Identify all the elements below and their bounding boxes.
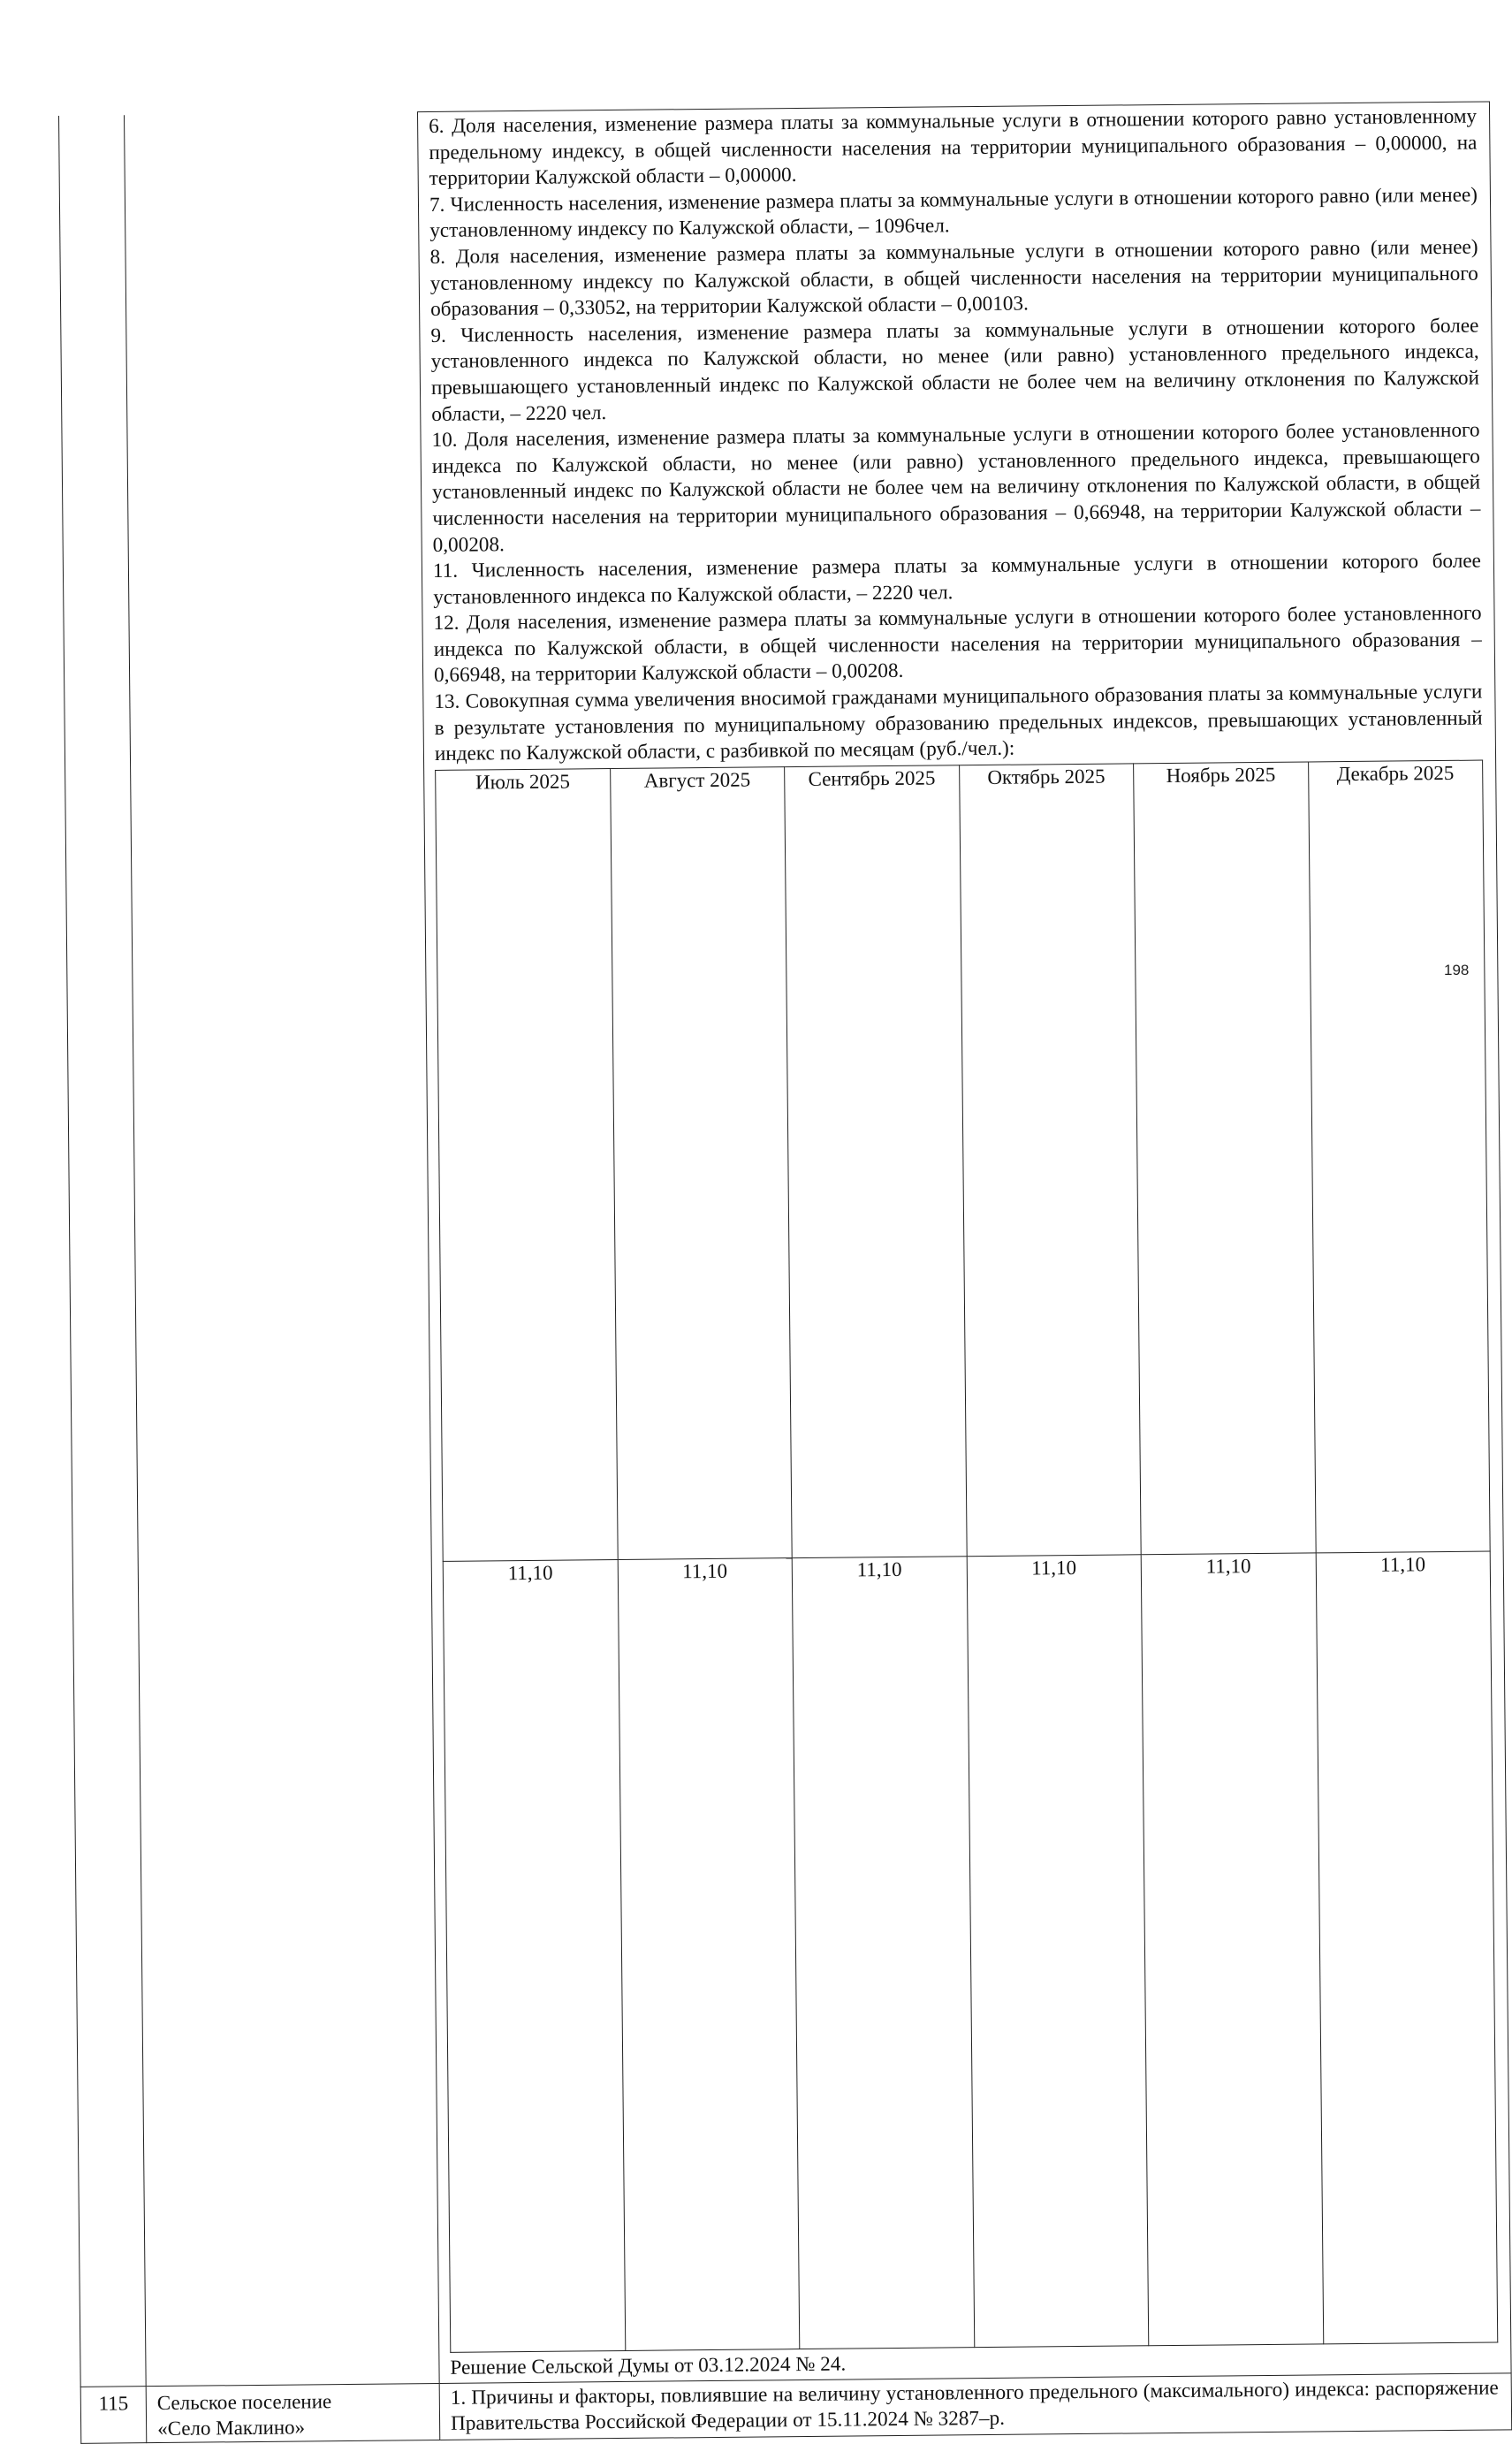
month-value: 11,10: [792, 1557, 974, 2349]
paragraph-11: 11. Численность населения, изменение размера платы за коммунальные услуги в отношении которого более установленного индекса по Калужской области, – 2220 чел.: [432, 549, 1482, 609]
month-value: 11,10: [1316, 1551, 1498, 2344]
municipality-name-line1: Сельское поселение: [156, 2389, 332, 2414]
month-header: Июль 2025: [436, 768, 618, 1561]
paragraph-10: 10. Доля населения, изменение размера платы за коммунальные услуги в отношении которого более установленного индекса по Калужской области, но менее (или равно) установленного предельного индекса, превышающего установленный индекс по Калужской области не более чем на величину отклонения по Калужской области, в общей численности населения на территории муниципального образования – 0,66948, на территории Калужской области – 0,00208.: [431, 418, 1481, 557]
paragraph-9: 9. Численность населения, изменение размера платы за коммунальные услуги в отношении которого более установленного индекса по Калужской области, но менее (или равно) установленного предельного индекса, превышающего установленный индекс по Калужской области не более чем на величину отклонения по Калужской области, – 2220 чел.: [430, 314, 1480, 426]
months-values-row: [443, 1551, 1498, 2352]
paragraph-13: 13. Совокупная сумма увеличения вносимой гражданами муниципального образования платы за коммунальные услуги в результате установления по муниципальному образованию предельных индексов, превышающих установленный индекс по Калужской области, с разбивкой по месяцам (руб./чел.):: [434, 680, 1483, 766]
month-value: 11,10: [1141, 1553, 1323, 2346]
council-decision: Решение Сельской Думы от 03.12.2024 № 24.: [450, 2352, 847, 2379]
row-115-text: 1. Причины и факторы, повлиявшие на величину установленного предельного (максимального) индекса: распоряжение Правительства Российской Федерации от 15.11.2024 № 3287–р.: [450, 2376, 1499, 2436]
row-115-details-cell: [439, 2373, 1512, 2440]
month-value: 11,10: [618, 1557, 800, 2350]
details-cell: [417, 102, 1511, 2383]
municipal-index-table: [58, 101, 1512, 2443]
paragraph-6: 6. Доля населения, изменение размера платы за коммунальные услуги в отношении которого равно установленному предельному индексу, в общей численности населения на территории муниципального образования – 0,00000, на территории Калужской области – 0,00000.: [429, 104, 1478, 191]
details-text: [418, 102, 1511, 2382]
month-value: 11,10: [967, 1555, 1149, 2348]
month-header: Сентябрь 2025: [785, 765, 967, 1558]
table-row-continued: [59, 102, 1512, 2387]
paragraph-7: 7. Численность населения, изменение размера платы за коммунальные услуги в отношении которого равно (или менее) установленному индексу по Калужской области, – 1096чел.: [429, 183, 1478, 243]
month-value: 11,10: [443, 1559, 625, 2352]
paragraph-12: 12. Доля населения, изменение размера платы за коммунальные услуги в отношении которого более установленного индекса по Калужской области, в общей численности населения на территории муниципального образования – 0,66948, на территории Калужской области – 0,00208.: [433, 601, 1482, 688]
month-header: Август 2025: [610, 766, 792, 1559]
municipality-name-line2: «Село Маклино»: [157, 2416, 306, 2440]
municipality-cell-empty: [125, 112, 440, 2387]
municipality-name: [146, 2383, 440, 2442]
page-number: 198: [1444, 962, 1470, 978]
row-number: 115: [80, 2387, 147, 2444]
document-sheet: [58, 101, 1499, 2440]
month-header: Октябрь 2025: [959, 764, 1141, 1557]
month-header: Ноябрь 2025: [1134, 762, 1316, 1555]
monthly-increase-table: [435, 759, 1498, 2352]
months-header-row: [436, 760, 1491, 1561]
paragraph-8: 8. Доля населения, изменение размера платы за коммунальные услуги в отношении которого равно (или менее) установленному индексу по Калужской области, в общей численности населения на территории муниципального образования – 0,33052, на территории Калужской области – 0,00103.: [429, 235, 1478, 322]
month-header: Декабрь 2025: [1308, 760, 1490, 1553]
